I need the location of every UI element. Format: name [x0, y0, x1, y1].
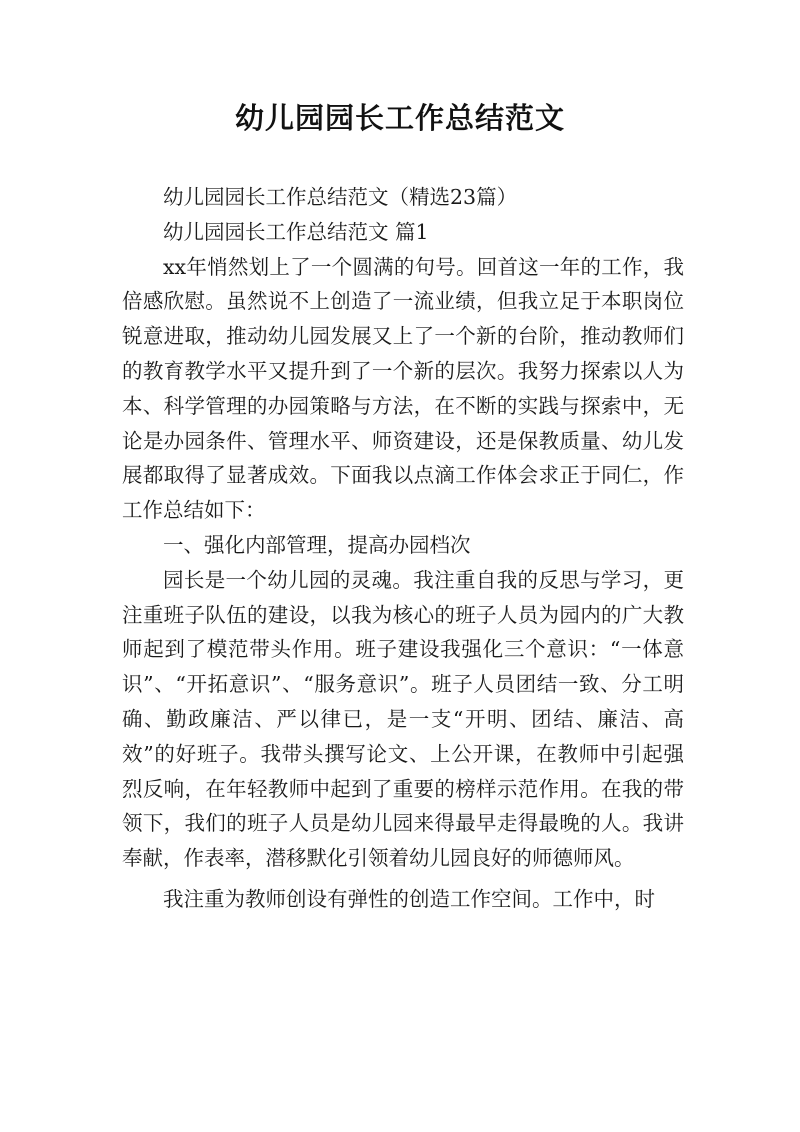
document-body — [122, 180, 684, 917]
paragraph-subtitle: 幼儿园园长工作总结范文（精选23篇） — [163, 185, 518, 209]
paragraph-heading-1: 一、强化内部管理，提高办园档次 — [163, 532, 471, 557]
paragraph-management: 园长是一个幼儿园的灵魂。我注重自我的反思与学习，更注重班子队伍的建设，以我为核心的班子人员为园内的广大教师起到了模范带头作用。班子建设我强化三个意识：“一体意识”、“开拓意识”、“服务意识”。班子人员团结一致、分工明确、勤政廉洁、严以律已，是一支“开明、团结、廉洁、高效”的好班子。我带头撰写论文、上公开课，在教师中引起强烈反响，在年轻教师中起到了重要的榜样示范作用。在我的带领下，我们的班子人员是幼儿园来得最早走得最晚的人。我讲奉献，作表率，潜移默化引领着幼儿园良好的师德师风。 — [122, 567, 684, 871]
paragraph-teachers: 我注重为教师创设有弹性的创造工作空间。工作中，时 — [163, 886, 655, 911]
paragraph-section-label: 幼儿园园长工作总结范文 篇1 — [163, 219, 429, 244]
document-title: 幼儿园园长工作总结范文 — [234, 101, 565, 135]
paragraph-intro: xx年悄然划上了一个圆满的句号。回首这一年的工作，我倍感欣慰。虽然说不上创造了一流业绩，但我立足于本职岗位锐意进取，推动幼儿园发展又上了一个新的台阶，推动教师们的教育教学水平又提升到了一个新的层次。我努力探索以人为本、科学管理的办园策略与方法，在不断的实践与探索中，无论是办园条件、管理水平、师资建设，还是保教质量、幼儿发展都取得了显著成效。下面我以点滴工作体会求正于同仁，作工作总结如下： — [122, 254, 684, 523]
